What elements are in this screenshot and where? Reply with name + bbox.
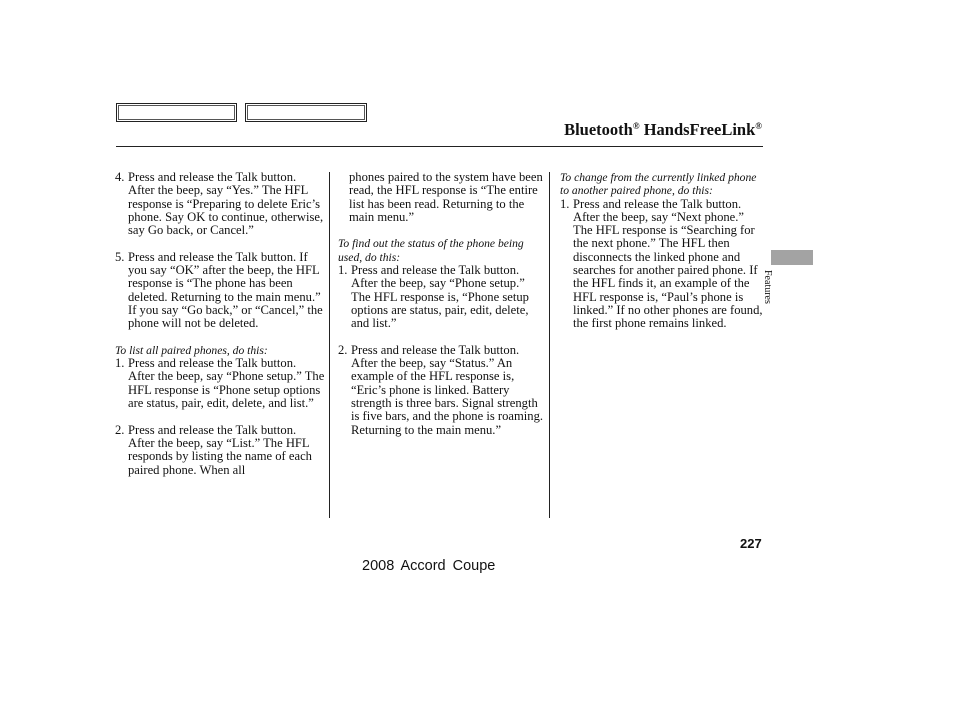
- column-divider: [329, 172, 330, 518]
- nav-button-previous[interactable]: [116, 103, 237, 122]
- section-heading: To find out the status of the phone being used, do this:: [338, 237, 524, 264]
- section-tab-marker: [771, 250, 813, 265]
- footer-model: 2008 Accord Coupe: [362, 558, 496, 574]
- section-heading: To list all paired phones, do this:: [115, 343, 268, 357]
- section-side-label: Features: [762, 270, 773, 304]
- column-divider: [549, 172, 550, 518]
- section-heading: To change from the currently linked phone to another paired phone, do this:: [560, 171, 757, 198]
- step-item: 4. Press and release the Talk button. After the beep, say “Yes.” The HFL response is “Preparing to delete Eric’s phone. Say OK to continue, otherwise, say Go back, or Cancel.”: [115, 170, 324, 238]
- step-item: 1. Press and release the Talk button. After the beep, say “Phone setup.” The HFL response is “Phone setup options are status, pair, edit, delete, and list.”: [115, 356, 325, 411]
- column-middle: [338, 171, 546, 437]
- nav-button-next[interactable]: [245, 103, 367, 122]
- step-item: 1. Press and release the Talk button. After the beep, say “Next phone.” The HFL response is “Searching for the next phone.” The HFL then disconnects the linked phone and searches for another paired phone. If the HFL finds it, an example of the HFL response is, “Paul’s phone is linked.” If no other phones are found, the first phone remains linked.: [560, 196, 763, 331]
- continuation-text: phones paired to the system have been read, the HFL response is “The entire list has been read. Returning to the main menu.”: [349, 170, 543, 224]
- header-divider: [116, 146, 763, 147]
- page-title: Bluetooth® HandsFreeLink®: [564, 120, 762, 139]
- column-right: [560, 171, 765, 331]
- page-number: 227: [740, 536, 762, 551]
- step-item: 5. Press and release the Talk button. If you say “OK” after the beep, the HFL response is “The phone has been deleted. Returning to the main menu.” If you say “Go back,” or “Cancel,” the phone will not be deleted.: [115, 249, 323, 331]
- step-item: 2. Press and release the Talk button. After the beep, say “Status.” An example of the HFL response is, “Eric’s phone is linked. Battery strength is three bars. Signal strength is five bars, and the phone is roaming. Returning to the main menu.”: [338, 342, 544, 437]
- step-item: 1. Press and release the Talk button. After the beep, say “Phone setup.” The HFL response is, “Phone setup options are status, pair, edit, delete, and list.”: [338, 263, 529, 331]
- column-left: [115, 171, 325, 477]
- step-item: 2. Press and release the Talk button. After the beep, say “List.” The HFL responds by listing the name of each paired phone. When all: [115, 422, 312, 477]
